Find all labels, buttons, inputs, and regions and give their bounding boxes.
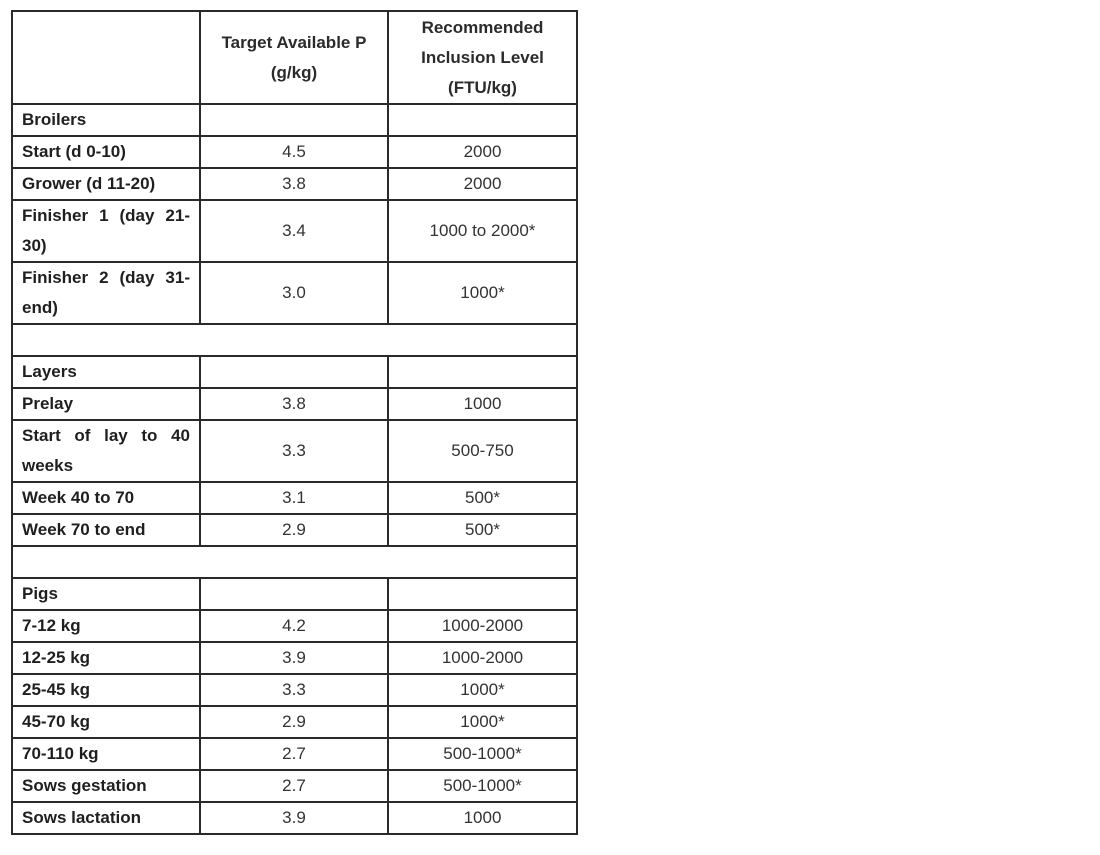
cell-target-p: 2.9	[200, 706, 388, 738]
cell-inclusion: 1000	[388, 388, 577, 420]
cell-target-p: 3.1	[200, 482, 388, 514]
cell-inclusion: 1000*	[388, 674, 577, 706]
row-label: 12-25 kg	[12, 642, 200, 674]
table-row	[12, 642, 577, 674]
table-row	[12, 770, 577, 802]
row-label: Sows gestation	[12, 770, 200, 802]
header-cell-blank	[12, 11, 200, 104]
cell-inclusion: 1000	[388, 802, 577, 834]
cell-inclusion: 1000-2000	[388, 642, 577, 674]
row-label: Grower (d 11-20)	[12, 168, 200, 200]
section-spacer-row	[12, 546, 577, 578]
row-label: Start of lay to 40 weeks	[12, 420, 200, 482]
header-cell-target-p: Target Available P (g/kg)	[200, 11, 388, 104]
cell-inclusion: 1000*	[388, 262, 577, 324]
cell-inclusion: 1000-2000	[388, 610, 577, 642]
cell-inclusion: 500-1000*	[388, 738, 577, 770]
table-row	[12, 706, 577, 738]
cell-target-p: 3.3	[200, 674, 388, 706]
section-row-broilers	[12, 104, 577, 136]
cell-inclusion	[388, 578, 577, 610]
cell-target-p	[200, 578, 388, 610]
cell-inclusion	[388, 356, 577, 388]
table-row	[12, 388, 577, 420]
row-label: Sows lactation	[12, 802, 200, 834]
cell-inclusion: 500-1000*	[388, 770, 577, 802]
row-label: 70-110 kg	[12, 738, 200, 770]
cell-inclusion: 500*	[388, 514, 577, 546]
table-row	[12, 482, 577, 514]
table-row	[12, 136, 577, 168]
cell-target-p: 3.9	[200, 642, 388, 674]
row-label: Start (d 0-10)	[12, 136, 200, 168]
section-label: Broilers	[12, 104, 200, 136]
cell-target-p: 2.7	[200, 738, 388, 770]
header-cell-inclusion-level: Recommended Inclusion Level (FTU/kg)	[388, 11, 577, 104]
phytase-inclusion-table	[11, 10, 578, 835]
row-label: Week 40 to 70	[12, 482, 200, 514]
row-label: 45-70 kg	[12, 706, 200, 738]
cell-target-p: 2.9	[200, 514, 388, 546]
cell-inclusion: 2000	[388, 136, 577, 168]
cell-target-p: 3.3	[200, 420, 388, 482]
table-row	[12, 168, 577, 200]
row-label: 7-12 kg	[12, 610, 200, 642]
table-row	[12, 802, 577, 834]
cell-target-p: 4.2	[200, 610, 388, 642]
section-spacer-row	[12, 324, 577, 356]
row-label: Prelay	[12, 388, 200, 420]
cell-target-p: 3.8	[200, 168, 388, 200]
table-row	[12, 200, 577, 262]
cell-target-p	[200, 104, 388, 136]
cell-inclusion: 500-750	[388, 420, 577, 482]
cell-target-p: 4.5	[200, 136, 388, 168]
row-label: Week 70 to end	[12, 514, 200, 546]
table-row	[12, 674, 577, 706]
cell-target-p: 3.4	[200, 200, 388, 262]
spacer-cell	[12, 324, 577, 356]
table-row	[12, 514, 577, 546]
row-label: Finisher 1 (day 21-30)	[12, 200, 200, 262]
cell-target-p: 3.9	[200, 802, 388, 834]
cell-inclusion: 2000	[388, 168, 577, 200]
section-label: Layers	[12, 356, 200, 388]
table-row	[12, 262, 577, 324]
table-row	[12, 420, 577, 482]
cell-target-p: 3.8	[200, 388, 388, 420]
cell-target-p	[200, 356, 388, 388]
table-header-row	[12, 11, 577, 104]
section-row-layers	[12, 356, 577, 388]
cell-inclusion: 500*	[388, 482, 577, 514]
row-label: 25-45 kg	[12, 674, 200, 706]
table-row	[12, 738, 577, 770]
section-row-pigs	[12, 578, 577, 610]
cell-inclusion	[388, 104, 577, 136]
cell-target-p: 3.0	[200, 262, 388, 324]
spacer-cell	[12, 546, 577, 578]
table-row	[12, 610, 577, 642]
row-label: Finisher 2 (day 31-end)	[12, 262, 200, 324]
cell-inclusion: 1000 to 2000*	[388, 200, 577, 262]
cell-target-p: 2.7	[200, 770, 388, 802]
cell-inclusion: 1000*	[388, 706, 577, 738]
section-label: Pigs	[12, 578, 200, 610]
